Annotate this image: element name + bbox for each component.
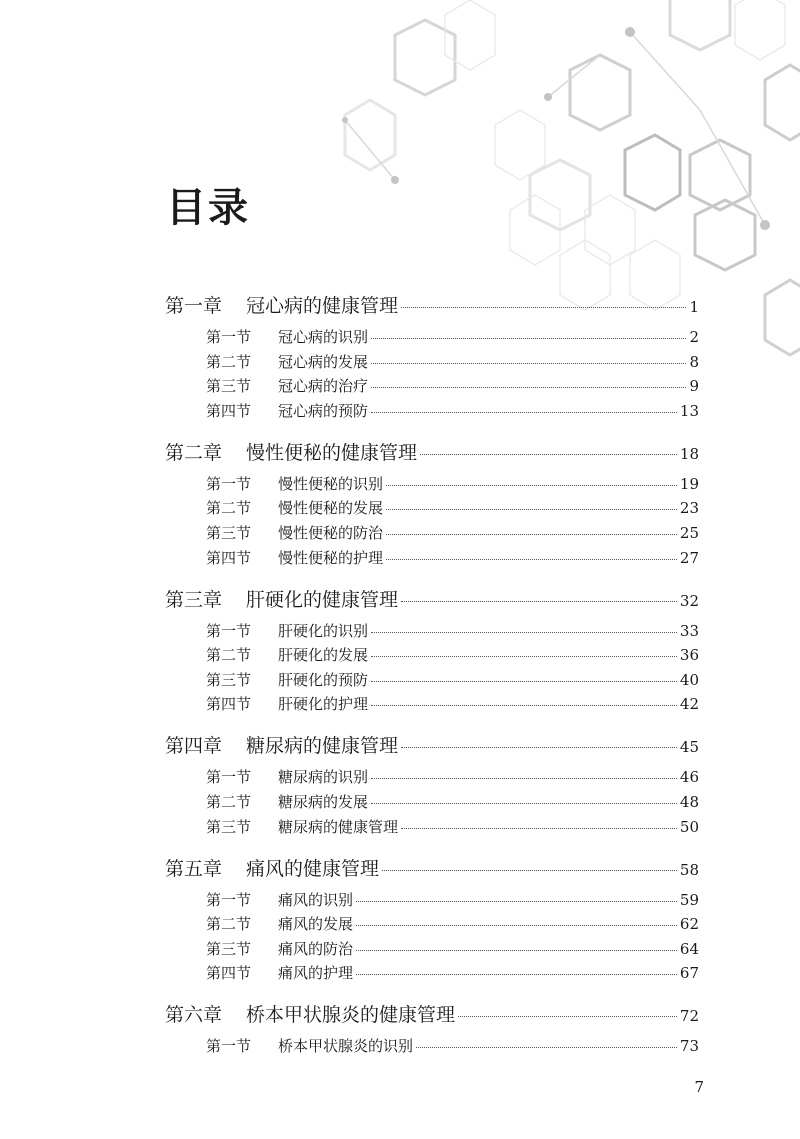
toc-section-entry[interactable] xyxy=(206,1035,699,1056)
section-number: 第二节 xyxy=(206,915,252,934)
toc-page-number: 13 xyxy=(679,401,699,420)
section-number: 第一节 xyxy=(206,890,252,909)
toc-section-entry[interactable] xyxy=(206,547,699,568)
toc-chapter-entry[interactable] xyxy=(165,731,699,758)
chapter-number: 第二章 xyxy=(165,441,223,464)
section-title: 肝硬化的预防 xyxy=(278,670,369,689)
toc-section-entry[interactable] xyxy=(206,913,699,934)
section-number: 第四节 xyxy=(206,548,252,567)
section-title: 慢性便秘的识别 xyxy=(278,474,384,493)
leader-dots xyxy=(386,509,677,510)
toc-page-number: 23 xyxy=(679,499,699,518)
section-title: 肝硬化的识别 xyxy=(278,621,369,640)
section-title: 痛风的护理 xyxy=(278,964,354,983)
section-number: 第二节 xyxy=(206,793,252,811)
section-title: 冠心病的识别 xyxy=(278,328,369,346)
toc-page-number: 8 xyxy=(689,352,699,371)
section-title: 肝硬化的发展 xyxy=(278,646,369,665)
leader-dots xyxy=(420,454,677,455)
toc-section-entry[interactable] xyxy=(206,962,699,983)
section-number: 第三节 xyxy=(206,670,252,689)
section-number: 第一节 xyxy=(206,1037,252,1056)
chapter-number: 第五章 xyxy=(165,857,223,880)
chapter-title: 冠心病的健康管理 xyxy=(246,295,399,317)
section-title: 慢性便秘的发展 xyxy=(278,499,384,518)
leader-dots xyxy=(371,681,677,682)
toc-page-number: 9 xyxy=(689,377,699,396)
leader-dots xyxy=(386,534,677,535)
chapter-number: 第六章 xyxy=(165,1004,223,1027)
toc-page-number: 2 xyxy=(689,328,699,346)
toc-section-entry[interactable] xyxy=(206,326,699,347)
section-number: 第一节 xyxy=(206,474,252,493)
toc-page-number: 27 xyxy=(679,548,699,567)
section-number: 第一节 xyxy=(206,328,252,346)
chapter-title: 慢性便秘的健康管理 xyxy=(246,441,418,464)
toc-page-number: 45 xyxy=(679,738,699,757)
toc-page-number: 64 xyxy=(679,939,699,958)
section-title: 冠心病的治疗 xyxy=(278,377,369,396)
chapter-title: 糖尿病的健康管理 xyxy=(246,735,399,758)
chapter-number: 第一章 xyxy=(165,295,223,317)
toc-page-number: 25 xyxy=(679,524,699,542)
section-number: 第二节 xyxy=(206,352,252,371)
toc-page-number: 48 xyxy=(679,793,699,811)
leader-dots xyxy=(458,1016,677,1017)
section-title: 痛风的识别 xyxy=(278,890,354,909)
section-number: 第三节 xyxy=(206,377,252,396)
toc-chapter-entry[interactable] xyxy=(165,291,699,318)
leader-dots xyxy=(356,950,677,951)
section-title: 冠心病的发展 xyxy=(278,352,369,371)
toc-section-entry[interactable] xyxy=(206,938,699,959)
section-number: 第四节 xyxy=(206,401,252,420)
toc-page-number: 50 xyxy=(679,817,699,836)
leader-dots xyxy=(371,387,686,388)
toc-section-entry[interactable] xyxy=(206,473,699,494)
leader-dots xyxy=(401,747,677,748)
leader-dots xyxy=(386,559,677,560)
leader-dots xyxy=(371,778,677,779)
toc-section-entry[interactable] xyxy=(206,791,699,812)
section-number: 第三节 xyxy=(206,939,252,958)
toc-page-number: 42 xyxy=(679,695,699,714)
section-title: 痛风的发展 xyxy=(278,915,354,934)
toc-section-entry[interactable] xyxy=(206,816,699,837)
toc-page-number: 59 xyxy=(679,890,699,909)
leader-dots xyxy=(386,485,677,486)
toc-section-entry[interactable] xyxy=(206,766,699,787)
toc-page-number: 67 xyxy=(679,964,699,983)
leader-dots xyxy=(356,925,677,926)
toc-section-entry[interactable] xyxy=(206,497,699,518)
section-number: 第四节 xyxy=(206,695,252,714)
section-title: 痛风的防治 xyxy=(278,939,354,958)
leader-dots xyxy=(382,870,677,871)
leader-dots xyxy=(371,412,677,413)
leader-dots xyxy=(371,338,686,339)
toc-page-number: 36 xyxy=(679,646,699,665)
page-title: 目录 xyxy=(166,184,250,231)
toc-page-number: 19 xyxy=(679,474,699,493)
toc-section-entry[interactable] xyxy=(206,669,699,690)
section-number: 第二节 xyxy=(206,646,252,665)
toc-chapter-entry[interactable] xyxy=(165,438,699,465)
leader-dots xyxy=(416,1047,677,1048)
leader-dots xyxy=(371,656,677,657)
chapter-number: 第四章 xyxy=(165,735,223,758)
section-title: 冠心病的预防 xyxy=(278,401,369,420)
leader-dots xyxy=(371,632,677,633)
section-number: 第四节 xyxy=(206,964,252,983)
toc-page-number: 40 xyxy=(679,670,699,689)
toc-page-number: 18 xyxy=(679,444,699,463)
leader-dots xyxy=(401,307,686,308)
leader-dots xyxy=(371,803,677,804)
section-title: 糖尿病的发展 xyxy=(278,793,369,811)
toc-page-number: 46 xyxy=(679,768,699,787)
section-title: 糖尿病的健康管理 xyxy=(278,817,399,836)
section-number: 第一节 xyxy=(206,621,252,640)
section-title: 糖尿病的识别 xyxy=(278,768,369,787)
chapter-title: 桥本甲状腺炎的健康管理 xyxy=(246,1004,456,1027)
section-number: 第二节 xyxy=(206,499,252,518)
chapter-number: 第三章 xyxy=(165,588,223,611)
toc-page-number: 33 xyxy=(679,621,699,640)
chapter-title: 肝硬化的健康管理 xyxy=(246,588,399,611)
toc-page-number: 73 xyxy=(679,1037,699,1056)
section-number: 第一节 xyxy=(206,768,252,787)
leader-dots xyxy=(401,828,677,829)
leader-dots xyxy=(401,601,677,602)
leader-dots xyxy=(371,705,677,706)
toc-page-number: 1 xyxy=(689,298,699,316)
toc-page-number: 58 xyxy=(679,860,699,879)
leader-dots xyxy=(356,974,677,975)
section-number: 第三节 xyxy=(206,817,252,836)
leader-dots xyxy=(356,901,677,902)
toc-section-entry[interactable] xyxy=(206,889,699,910)
toc-section-entry[interactable] xyxy=(206,693,699,714)
section-title: 慢性便秘的护理 xyxy=(278,548,384,567)
toc-section-entry[interactable] xyxy=(206,522,699,543)
section-title: 肝硬化的护理 xyxy=(278,695,369,714)
page-number: 7 xyxy=(694,1078,704,1096)
toc-page-number: 62 xyxy=(679,915,699,934)
toc-section-entry[interactable] xyxy=(206,375,699,396)
section-title: 桥本甲状腺炎的识别 xyxy=(278,1037,414,1056)
toc-section-entry[interactable] xyxy=(206,644,699,665)
toc-chapter-entry[interactable] xyxy=(165,854,699,881)
chapter-title: 痛风的健康管理 xyxy=(246,857,380,880)
leader-dots xyxy=(371,363,686,364)
section-number: 第三节 xyxy=(206,524,252,542)
toc-page-number: 32 xyxy=(679,591,699,610)
section-title: 慢性便秘的防治 xyxy=(278,524,384,542)
toc-section-entry[interactable] xyxy=(206,400,699,421)
toc-chapter-entry[interactable] xyxy=(165,1000,699,1027)
toc-page-number: 72 xyxy=(679,1007,699,1026)
toc-chapter-entry[interactable] xyxy=(165,585,699,612)
toc-section-entry[interactable] xyxy=(206,620,699,641)
toc-section-entry[interactable] xyxy=(206,351,699,372)
